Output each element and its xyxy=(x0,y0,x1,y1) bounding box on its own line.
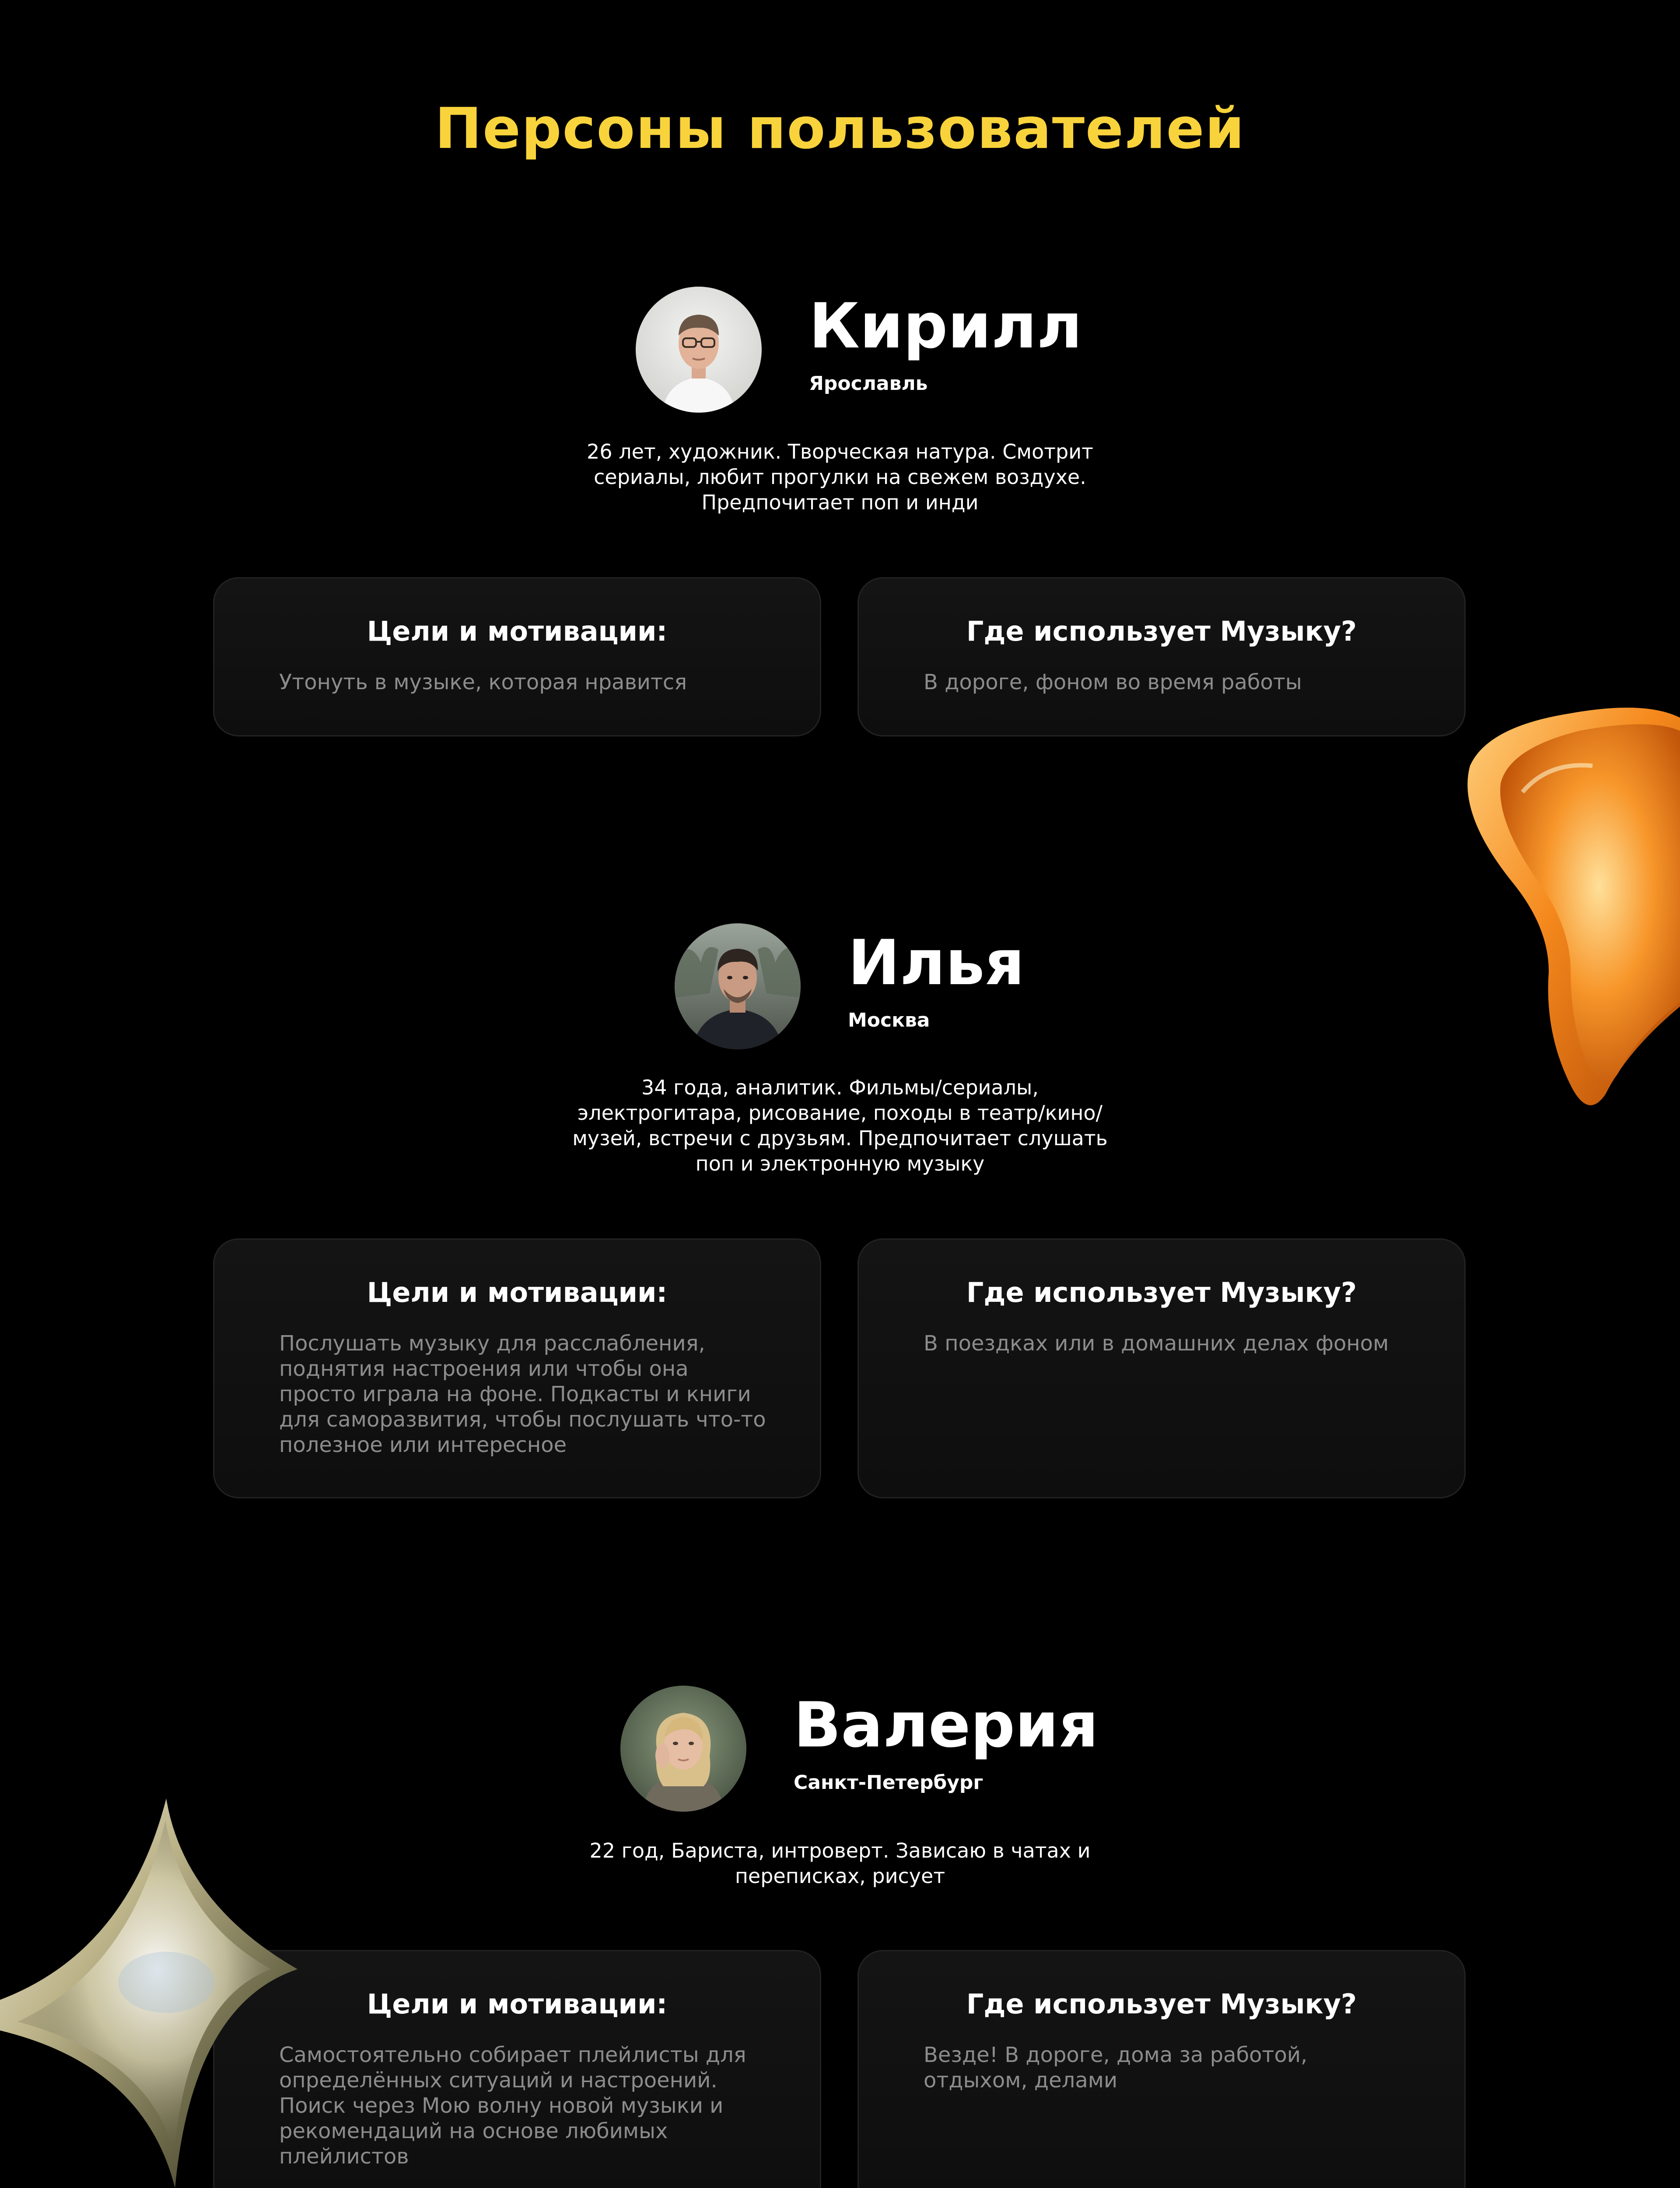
persona-city: Ярославль xyxy=(809,372,928,395)
avatar xyxy=(636,287,762,413)
persona-name: Кирилл xyxy=(809,290,1082,362)
goals-card-title: Цели и мотивации: xyxy=(367,1276,668,1308)
persona-name: Илья xyxy=(848,927,1025,999)
usage-card-text: Везде! В дороге, дома за работой, отдыхом, делами xyxy=(924,2043,1308,2093)
goals-card-text: Самостоятельно собирает плейлисты для определённых ситуаций и настроений. Поиск через Мою волну новой музыки и рекомендаций на основе любимых плейлистов xyxy=(279,2043,746,2169)
usage-card xyxy=(858,1950,1466,2188)
usage-card xyxy=(858,577,1466,736)
page-title: Персоны пользователей xyxy=(434,96,1246,161)
goals-card xyxy=(213,1238,821,1498)
goals-card-text: Утонуть в музыке, которая нравится xyxy=(279,670,687,694)
persona-description: 34 года, аналитик. Фильмы/сериалы, электрогитара, рисование, походы в театр/кино/музей, встречи с друзьям. Предпочитает слушать поп и электронную музыку xyxy=(572,1076,1108,1175)
glass-3d-star-icon xyxy=(0,1794,315,2188)
usage-card-text: В дороге, фоном во время работы xyxy=(924,670,1302,694)
persona-description: 22 год, Бариста, интроверт. Зависаю в чатах и переписках, рисует xyxy=(589,1839,1091,1888)
persona-description: 26 лет, художник. Творческая натура. Смотрит сериалы, любит прогулки на свежем воздухе. Предпочитает поп и инди xyxy=(587,440,1093,514)
goals-card-title: Цели и мотивации: xyxy=(367,615,668,647)
avatar xyxy=(620,1686,746,1812)
goals-card-title: Цели и мотивации: xyxy=(367,1988,668,2020)
goals-card-text: Послушать музыку для расслабления, поднятия настроения или чтобы она просто играла на фоне. Подкасты и книги для саморазвития, чтобы послушать что-то полезное или интересное xyxy=(279,1331,766,1457)
goals-card xyxy=(213,577,821,736)
usage-card-title: Где использует Музыку? xyxy=(966,615,1357,647)
avatar xyxy=(675,923,801,1049)
orange-3d-heart-icon xyxy=(1461,700,1680,1112)
usage-card-title: Где использует Музыку? xyxy=(966,1276,1357,1308)
persona-name: Валерия xyxy=(794,1689,1099,1761)
usage-card-text: В поездках или в домашних делах фоном xyxy=(924,1331,1389,1356)
persona-city: Москва xyxy=(848,1009,930,1031)
persona-city: Санкт-Петербург xyxy=(794,1771,984,1794)
usage-card xyxy=(858,1238,1466,1498)
usage-card-title: Где использует Музыку? xyxy=(966,1988,1357,2020)
